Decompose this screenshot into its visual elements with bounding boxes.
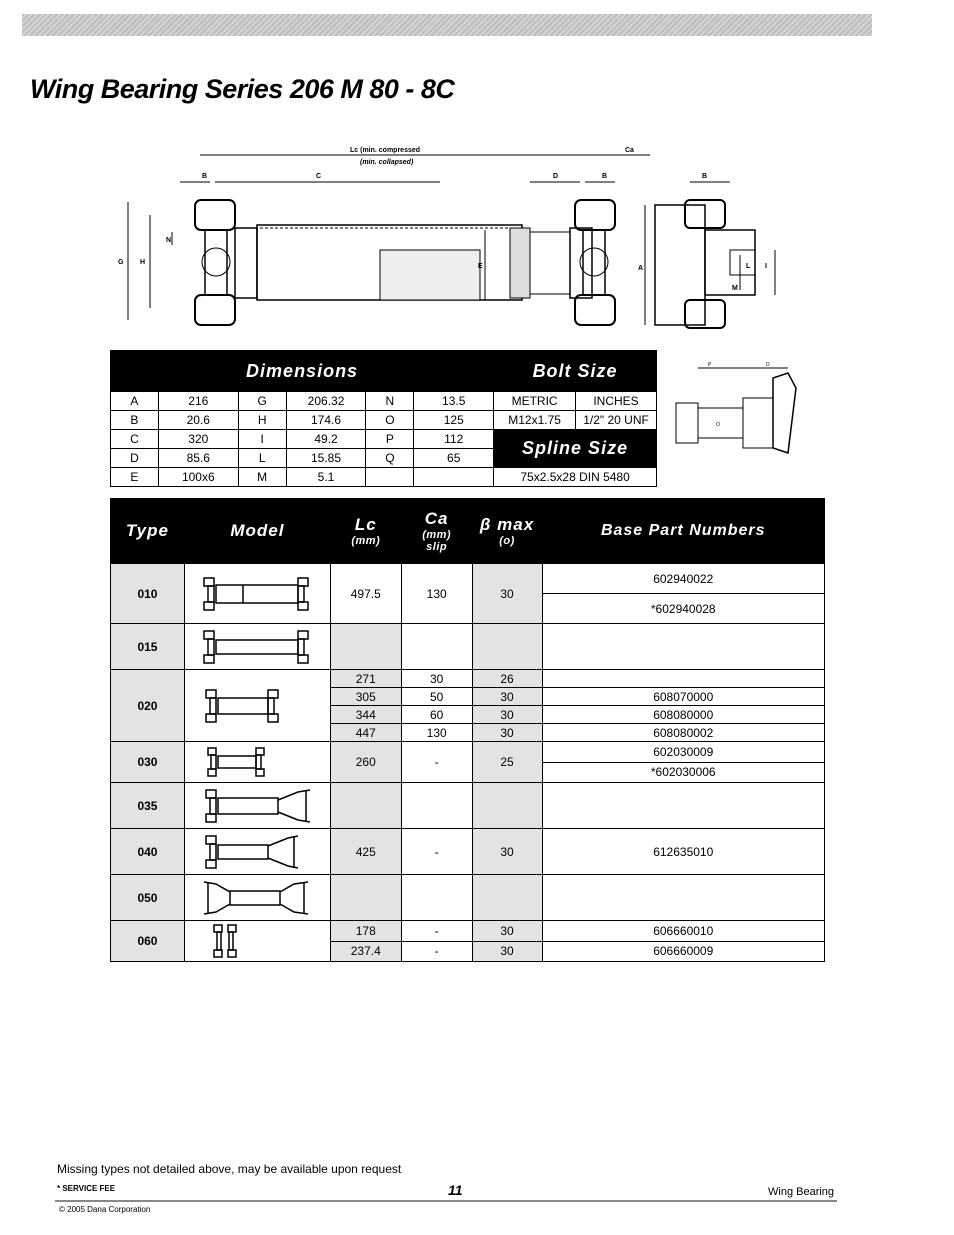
bmax-value: 30: [472, 724, 542, 742]
bmax-value: [472, 783, 542, 829]
model-image: [184, 624, 330, 670]
driveshaft-050-icon: [198, 878, 316, 918]
bolt-inches-label: INCHES: [576, 392, 657, 411]
col-type: Type: [111, 499, 185, 564]
driveshaft-040-icon: [198, 832, 316, 872]
part-number: [542, 783, 825, 829]
part-number: [542, 875, 825, 921]
ca-label: Ca: [625, 147, 634, 154]
model-image: [184, 875, 330, 921]
ca-header: Ca: [424, 509, 449, 528]
i-label: I: [765, 263, 767, 270]
dim-value: 85.6: [158, 449, 238, 468]
lc-value: 447: [330, 724, 401, 742]
m-label: M: [732, 285, 738, 292]
dim-key: E: [111, 468, 159, 487]
col-base-part-numbers: Base Part Numbers: [542, 499, 825, 564]
lc-value: [330, 624, 401, 670]
ca-value: -: [401, 921, 472, 942]
dim-row: [111, 411, 657, 430]
ca-value: [401, 783, 472, 829]
dim-key: C: [111, 430, 159, 449]
dim-key: B: [111, 411, 159, 430]
o-label: O: [716, 422, 720, 428]
page-number: 11: [448, 1182, 463, 1198]
g-label: G: [118, 259, 124, 266]
dim-row: [111, 430, 657, 449]
driveshaft-020-icon: [198, 686, 316, 726]
dim-key: O: [366, 411, 414, 430]
lc-unit: (mm): [351, 535, 381, 547]
driveshaft-015-icon: [198, 627, 316, 667]
table-row: [111, 670, 825, 688]
lc-label-2: (min. collapsed): [360, 159, 414, 166]
e-label: E: [478, 263, 483, 270]
part-number: 606660009: [542, 941, 825, 962]
lc-value: 497.5: [330, 564, 401, 624]
ca-value: 30: [401, 670, 472, 688]
bmax-value: 30: [472, 921, 542, 942]
col-ca: [401, 499, 472, 564]
b-label-right: B: [602, 173, 608, 180]
table-row: [111, 829, 825, 875]
page-title: Wing Bearing Series 206 M 80 - 8C: [30, 74, 455, 104]
part-number: *602940028: [542, 594, 825, 624]
table-row: [111, 564, 825, 594]
lc-label: Lc (min. compressed: [350, 147, 421, 154]
part-number: [542, 624, 825, 670]
dim-value: 100x6: [158, 468, 238, 487]
d-label: D: [553, 173, 559, 180]
section-name: Wing Bearing: [768, 1186, 835, 1198]
part-number: 608080002: [542, 724, 825, 742]
type-cell: 010: [111, 564, 185, 624]
dim-row: [111, 392, 657, 411]
missing-types-note: Missing types not detailed above, may be available upon request: [57, 1162, 402, 1176]
dim-value: 65: [414, 449, 494, 468]
model-image: [184, 921, 330, 962]
service-fee-note: * SERVICE FEE: [57, 1184, 116, 1193]
model-image: [184, 670, 330, 742]
col-model: Model: [184, 499, 330, 564]
part-number: [542, 670, 825, 688]
ca-value: -: [401, 829, 472, 875]
dim-key: A: [111, 392, 159, 411]
dim-value: 15.85: [286, 449, 366, 468]
copyright: © 2005 Dana Corporation: [59, 1205, 151, 1214]
bmax-value: 25: [472, 742, 542, 783]
lc-value: 178: [330, 921, 401, 942]
part-number: 608080000: [542, 706, 825, 724]
dim-key: L: [238, 449, 286, 468]
table-row: [111, 921, 825, 942]
driveshaft-060-icon: [198, 921, 316, 961]
part-number: 606660010: [542, 921, 825, 942]
ca-value: 50: [401, 688, 472, 706]
dim-key: D: [111, 449, 159, 468]
driveshaft-030-icon: [198, 742, 316, 782]
dim-value: 5.1: [286, 468, 366, 487]
col-lc: [330, 499, 401, 564]
model-image: [184, 742, 330, 783]
part-number: 602030009: [542, 742, 825, 763]
dim-value: 206.32: [286, 392, 366, 411]
dim-key: N: [366, 392, 414, 411]
lc-value: 237.4: [330, 941, 401, 962]
p-label: P: [708, 362, 712, 368]
model-image: [184, 564, 330, 624]
ca-value: 60: [401, 706, 472, 724]
type-cell: 030: [111, 742, 185, 783]
top-stripe-bar: [22, 14, 872, 36]
dim-value: 20.6: [158, 411, 238, 430]
ca-slip: slip: [426, 541, 448, 553]
dimensions-table: [110, 350, 657, 487]
table-row: [111, 742, 825, 763]
lc-header: Lc: [354, 515, 377, 534]
type-cell: 040: [111, 829, 185, 875]
dim-value: [414, 468, 494, 487]
l-label: L: [746, 263, 751, 270]
bmax-value: 30: [472, 941, 542, 962]
dim-value: 174.6: [286, 411, 366, 430]
bmax-value: 30: [472, 829, 542, 875]
dim-value: 216: [158, 392, 238, 411]
driveshaft-010-icon: [198, 574, 316, 614]
bolt-metric-value: M12x1.75: [494, 411, 576, 430]
ca-value: 130: [401, 724, 472, 742]
lc-value: 260: [330, 742, 401, 783]
n-label: N: [166, 237, 172, 244]
footer-divider: [55, 1200, 837, 1202]
ca-value: 130: [401, 564, 472, 624]
ca-value: [401, 875, 472, 921]
dim-value: 13.5: [414, 392, 494, 411]
dim-key: H: [238, 411, 286, 430]
dim-value: 49.2: [286, 430, 366, 449]
lc-value: [330, 875, 401, 921]
dim-value: 320: [158, 430, 238, 449]
driveshaft-035-icon: [198, 786, 316, 826]
part-number: 608070000: [542, 688, 825, 706]
table-row: [111, 624, 825, 670]
lc-value: [330, 783, 401, 829]
h-label: H: [140, 259, 146, 266]
type-cell: 050: [111, 875, 185, 921]
bolt-size-header: Bolt Size: [494, 351, 657, 392]
d-label-small: D: [766, 362, 770, 368]
bolt-inches-value: 1/2" 20 UNF: [576, 411, 657, 430]
type-cell: 020: [111, 670, 185, 742]
ca-value: -: [401, 941, 472, 962]
dim-key: I: [238, 430, 286, 449]
bmax-value: 26: [472, 670, 542, 688]
type-cell: 060: [111, 921, 185, 962]
b-label-left: B: [202, 173, 208, 180]
col-bmax: [472, 499, 542, 564]
dim-key: M: [238, 468, 286, 487]
bmax-value: 30: [472, 688, 542, 706]
part-number: 612635010: [542, 829, 825, 875]
ca-value: -: [401, 742, 472, 783]
a-label: A: [638, 265, 644, 272]
part-numbers-table: [110, 498, 825, 962]
lc-value: 271: [330, 670, 401, 688]
bmax-header: β max: [479, 515, 535, 534]
dim-key: [366, 468, 414, 487]
spline-size-header: Spline Size: [494, 430, 657, 468]
bmax-value: 30: [472, 564, 542, 624]
ca-value: [401, 624, 472, 670]
table-row: [111, 875, 825, 921]
b-label-side: B: [702, 173, 708, 180]
dim-row: [111, 468, 657, 487]
part-number: 602940022: [542, 564, 825, 594]
ca-unit: (mm): [422, 529, 452, 541]
type-cell: 035: [111, 783, 185, 829]
c-label: C: [316, 173, 322, 180]
lc-value: 344: [330, 706, 401, 724]
dim-value: 112: [414, 430, 494, 449]
bmax-value: [472, 875, 542, 921]
dim-key: G: [238, 392, 286, 411]
driveshaft-drawing: [110, 140, 790, 340]
spline-size-value: 75x2.5x28 DIN 5480: [494, 468, 657, 487]
dim-key: P: [366, 430, 414, 449]
bolt-metric-label: METRIC: [494, 392, 576, 411]
table-row: [111, 783, 825, 829]
bmax-value: 30: [472, 706, 542, 724]
dimensions-header: Dimensions: [111, 351, 494, 392]
dim-value: 125: [414, 411, 494, 430]
lc-value: 305: [330, 688, 401, 706]
lc-value: 425: [330, 829, 401, 875]
type-cell: 015: [111, 624, 185, 670]
model-image: [184, 829, 330, 875]
flange-drawing: [668, 358, 803, 463]
dim-key: Q: [366, 449, 414, 468]
model-image: [184, 783, 330, 829]
part-number: *602030006: [542, 762, 825, 783]
bmax-value: [472, 624, 542, 670]
bmax-unit: (o): [499, 535, 515, 547]
